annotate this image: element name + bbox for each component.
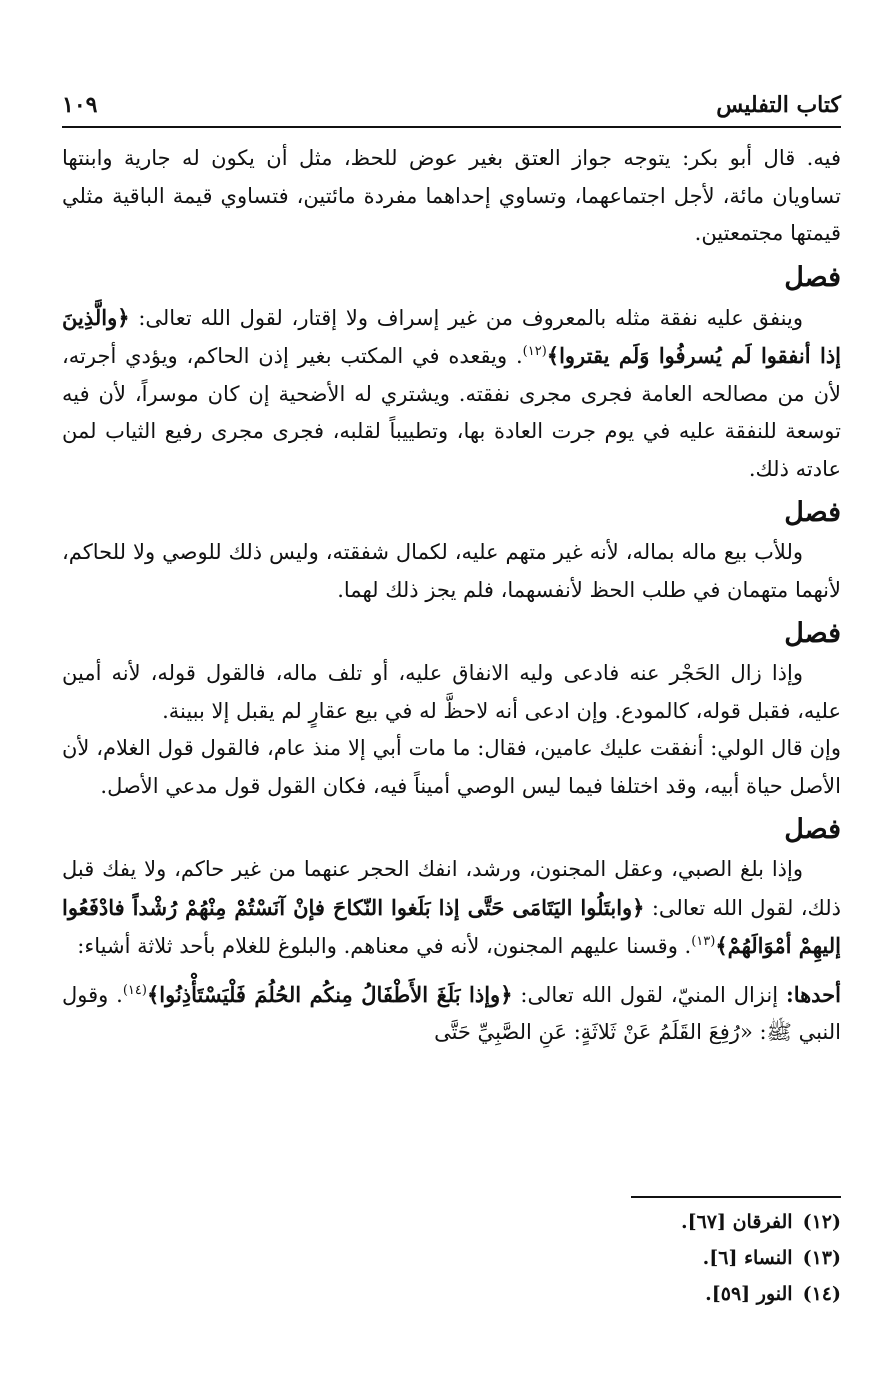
footnote-ref-13: (١٣) bbox=[691, 934, 716, 949]
section-heading-1: فصل bbox=[784, 261, 841, 293]
footnote-item bbox=[62, 1240, 841, 1276]
first-sign-text-b: . وقول النبي ﷺ: «رُفِعَ القَلَمُ عَنْ ثَلاثَةٍ: عَنِ الصَّبِيِّ حَتَّى bbox=[62, 982, 841, 1044]
section-1-text-a: وينفق عليه نفقة مثله بالمعروف من غير إسراف ولا إقتار، لقول الله تعالى: bbox=[138, 305, 803, 330]
section-heading-2: فصل bbox=[784, 497, 841, 528]
section-4-text-b: . وقسنا عليهم المجنون، لأنه في معناهم. والبلوغ للغلام بأحد ثلاثة أشياء: bbox=[77, 934, 692, 958]
section-4-paragraph bbox=[62, 851, 841, 966]
section-heading-4: فصل bbox=[784, 814, 841, 845]
footnote-text: الفرقان [٦٧]. bbox=[680, 1211, 793, 1233]
quran-quote-2: ﴿وابتَلُوا اليَتَامَى حَتَّى إذا بَلَغوا النّكاحَ فإنْ آنَسْتُمْ مِنْهُمْ رُشْداً فادْفَعُوا إليهِمْ أمْوَالَهُمْ﴾ bbox=[62, 894, 841, 958]
section-4-text-a: وإذا بلغ الصبي، وعقل المجنون، ورشد، انفك الحجر عنهما من غير حاكم، ولا يفك قبل ذلك، لقول الله تعالى: bbox=[62, 857, 841, 920]
intro-paragraph: فيه. قال أبو بكر: يتوجه جواز العتق بغير عوض للحظ، مثل أن يكون له جارية وابنتها تساويان مائة، لأجل اجتماعهما، وتساوي إحداهما مفردة مائتين، فتساوي قيمة الباقية مثلي قيمتها مجتمعتين. bbox=[62, 146, 841, 245]
page-number: ١٠٩ bbox=[62, 92, 98, 118]
section-1-paragraph bbox=[62, 299, 841, 489]
footnotes bbox=[62, 1204, 841, 1312]
section-2-paragraph: وللأب بيع ماله بماله، لأنه غير متهم عليه، لكمال شفقته، وليس ذلك للوصي ولا للحاكم، لأنهما متهمان في طلب الحظ لأنفسهما، فلم يجز ذلك لهما. bbox=[62, 540, 841, 602]
footnote-ref-14: (١٤) bbox=[122, 982, 147, 998]
first-sign-label: أحدها: bbox=[785, 981, 842, 1007]
first-sign-text-a: إنزال المنيّ، لقول الله تعالى: bbox=[520, 982, 779, 1007]
section-3-paragraph-a: وإذا زال الحَجْر عنه فادعى وليه الانفاق عليه، أو تلف ماله، فالقول قوله، لأنه أمين عليه، فقبل قوله، كالمودع. وإن ادعى أنه لاحظَّ له في بيع عقارٍ لم يقبل إلا ببينة. bbox=[62, 661, 841, 723]
footnote-number: (١٣) bbox=[802, 1247, 841, 1269]
section-3-paragraph-b: وإن قال الولي: أنفقت عليك عامين، فقال: ما مات أبي إلا منذ عام، فالقول قول الغلام، لأن الأصل حياة أبيه، وقد اختلفا فيما ليس الوصي أميناً فيه، فكان القول قول مدعي الأصل. bbox=[62, 736, 841, 798]
footnote-ref-12: (١٢) bbox=[522, 344, 547, 359]
running-title: كتاب التفليس bbox=[716, 92, 841, 118]
page-body bbox=[62, 140, 841, 1052]
first-sign-paragraph bbox=[62, 976, 841, 1052]
quran-quote-1: ﴿والَّذِينَ إذا أنفقوا لَم يُسرفُوا وَلَم يقتروا﴾ bbox=[62, 304, 841, 368]
section-heading-3: فصل bbox=[784, 618, 841, 649]
footnote-divider bbox=[631, 1196, 841, 1198]
footnote-number: (١٤) bbox=[802, 1283, 841, 1305]
footnote-text: النساء [٦]. bbox=[702, 1247, 793, 1269]
footnote-item bbox=[62, 1204, 841, 1240]
page-header bbox=[62, 82, 841, 118]
footnote-text: النور [٥٩]. bbox=[705, 1283, 793, 1305]
footnote-item bbox=[62, 1276, 841, 1312]
section-1-text-b: . ويقعده في المكتب بغير إذن الحاكم، ويؤدي أجرته، لأن من مصالحه العامة فجرى مجرى نفقته. ويشتري له الأضحية إن كان موسراً، لأن فيه توسعة للنفقة عليه في يوم جرت العادة بها، وتطييباً لقلبه، فجرى مجرى رفيع الثياب لمن عادته ذلك. bbox=[62, 344, 841, 481]
header-divider bbox=[62, 126, 841, 128]
quran-quote-3: ﴿وإذا بَلَغَ الأَطْفَالُ مِنكُم الحُلُمَ فَلْيَسْتَأْذِنُوا﴾ bbox=[146, 981, 513, 1007]
footnote-number: (١٢) bbox=[802, 1211, 841, 1233]
